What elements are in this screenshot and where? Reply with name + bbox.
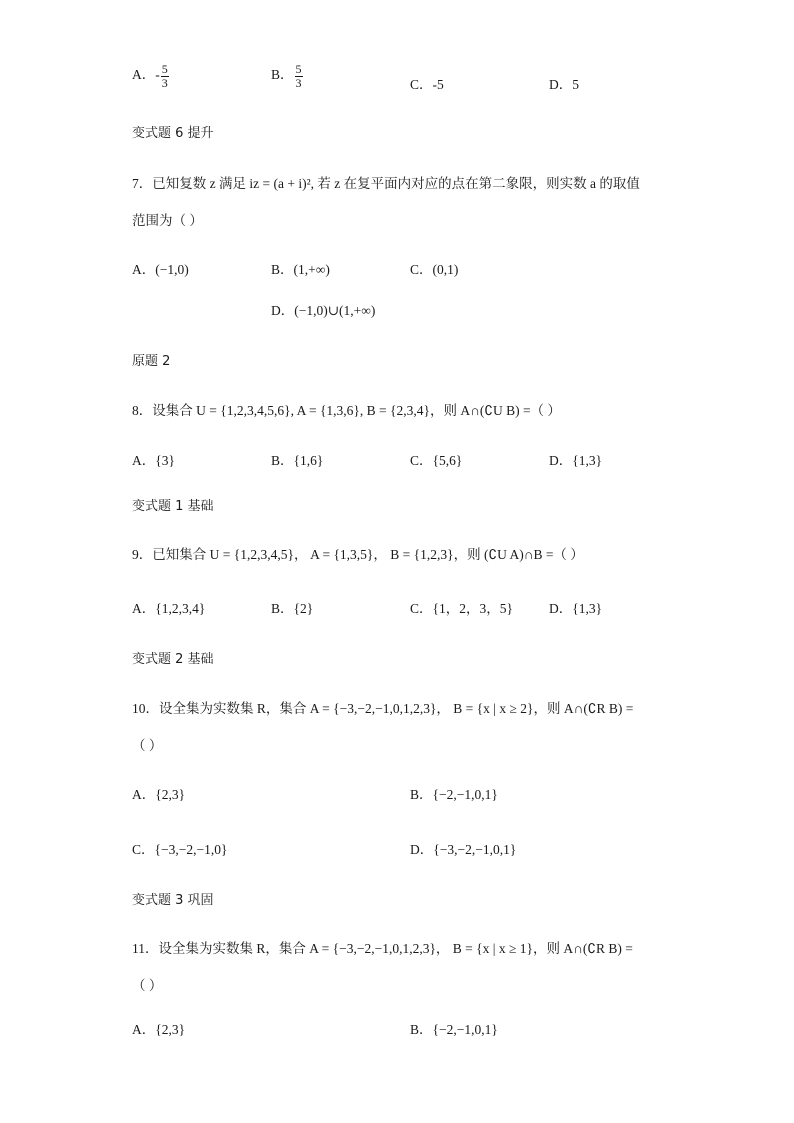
- q10-stem-line-2: （ ）: [132, 738, 163, 753]
- q11-option-b[interactable]: B．{−2,−1,0,1}: [410, 1022, 498, 1037]
- q10-option-c[interactable]: C．{−3,−2,−1,0}: [132, 842, 228, 857]
- q8-stem: 8．设集合 U = {1,2,3,4,5,6}, A = {1,3,6}, B = {2,3,4}，则 A∩(∁U B) =（ ）: [132, 403, 561, 418]
- q6-option-a-sign: -: [155, 67, 160, 83]
- q10-option-d[interactable]: D．{−3,−2,−1,0,1}: [410, 842, 517, 857]
- q11-stem-line-1: 11．设全集为实数集 R，集合 A = {−3,−2,−1,0,1,2,3}， B = {x | x ≥ 1}，则 A∩(∁R B) =: [132, 941, 633, 956]
- q6-option-a-denominator: 3: [161, 75, 168, 90]
- q7-option-a[interactable]: A．(−1,0): [132, 262, 189, 277]
- q7-option-c[interactable]: C．(0,1): [410, 262, 459, 277]
- q6-option-a-numerator: 5: [161, 62, 168, 76]
- q6-option-b-label: B．: [271, 67, 294, 83]
- section-label-variant-3: 变式题 3 巩固: [132, 893, 214, 908]
- q6-option-a-fraction: [161, 63, 169, 89]
- q9-option-a[interactable]: A．{1,2,3,4}: [132, 601, 206, 616]
- q6-option-b-fraction: [295, 63, 303, 89]
- q9-option-b[interactable]: B．{2}: [271, 601, 314, 616]
- q11-option-a[interactable]: A．{2,3}: [132, 1022, 186, 1037]
- section-label-variant-2: 变式题 2 基础: [132, 652, 214, 667]
- section-label-original-2: 原题 2: [132, 354, 171, 369]
- section-label-variant-6: 变式题 6 提升: [132, 126, 214, 141]
- q7-stem-line-1: 7．已知复数 z 满足 iz = (a + i)², 若 z 在复平面内对应的点在第二象限，则实数 a 的取值: [132, 176, 640, 191]
- q7-option-b[interactable]: B．(1,+∞): [271, 262, 330, 277]
- q10-option-b[interactable]: B．{−2,−1,0,1}: [410, 787, 498, 802]
- q6-option-a[interactable]: [132, 63, 169, 89]
- q7-option-d[interactable]: D．(−1,0)∪(1,+∞): [271, 303, 376, 318]
- q9-option-d[interactable]: D．{1,3}: [549, 601, 603, 616]
- q6-option-d[interactable]: D．5: [549, 77, 579, 92]
- q10-stem-line-1: 10．设全集为实数集 R，集合 A = {−3,−2,−1,0,1,2,3}， B = {x | x ≥ 2}，则 A∩(∁R B) =: [132, 701, 634, 716]
- q10-option-a[interactable]: A．{2,3}: [132, 787, 186, 802]
- q6-option-c[interactable]: C．-5: [410, 77, 444, 92]
- q6-option-b[interactable]: [271, 63, 303, 89]
- q9-stem: 9．已知集合 U = {1,2,3,4,5}， A = {1,3,5}， B = {1,2,3}，则 (∁U A)∩B =（ ）: [132, 547, 584, 562]
- q6-option-b-denominator: 3: [295, 75, 302, 90]
- q8-option-d[interactable]: D．{1,3}: [549, 453, 603, 468]
- q9-option-c[interactable]: C．{1，2，3，5}: [410, 601, 513, 616]
- q11-stem-line-2: （ ）: [132, 978, 163, 993]
- q6-option-a-label: A．: [132, 67, 156, 83]
- q8-option-a[interactable]: A．{3}: [132, 453, 175, 468]
- q8-option-c[interactable]: C．{5,6}: [410, 453, 463, 468]
- q6-option-b-numerator: 5: [295, 62, 302, 76]
- q7-stem-line-2: 范围为（ ）: [132, 213, 203, 228]
- q8-option-b[interactable]: B．{1,6}: [271, 453, 324, 468]
- section-label-variant-1: 变式题 1 基础: [132, 499, 214, 514]
